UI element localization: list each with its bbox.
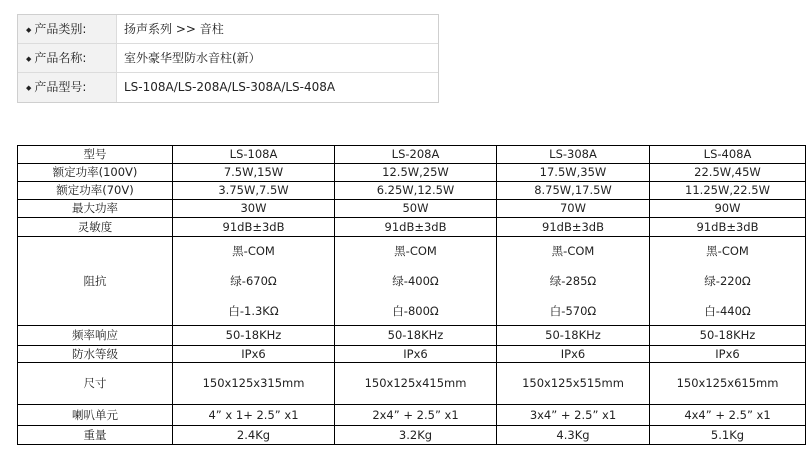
spec-row-size bbox=[18, 363, 806, 405]
bullet-icon: ◆ bbox=[26, 83, 32, 92]
header-model-cell: LS-208A bbox=[335, 146, 497, 164]
spec-row-weight bbox=[18, 426, 806, 445]
value-cell: 2x4” + 2.5” x1 bbox=[335, 405, 497, 426]
impedance-green: 绿-285Ω bbox=[549, 274, 597, 288]
value-cell: 150x125x415mm bbox=[335, 363, 497, 405]
value-cell: 50-18KHz bbox=[497, 326, 650, 346]
value-cell: IPx6 bbox=[650, 346, 806, 363]
info-row-name bbox=[18, 44, 438, 73]
value-cell: 22.5W,45W bbox=[650, 164, 806, 182]
value-cell: 11.25W,22.5W bbox=[650, 182, 806, 200]
value-cell: 50-18KHz bbox=[335, 326, 497, 346]
product-info-table bbox=[17, 14, 439, 103]
category-value: 扬声系列 >> 音柱 bbox=[124, 22, 224, 36]
impedance-white: 白-1.3KΩ bbox=[228, 304, 279, 318]
value-cell: 50-18KHz bbox=[650, 326, 806, 346]
row-label-cell: 阻抗 bbox=[18, 237, 173, 326]
value-cell: 91dB±3dB bbox=[497, 218, 650, 237]
spec-row-maxpower bbox=[18, 200, 806, 218]
row-label-cell: 防水等级 bbox=[18, 346, 173, 363]
impedance-cell bbox=[497, 237, 650, 326]
info-label-cell bbox=[18, 73, 117, 102]
impedance-black: 黑-COM bbox=[551, 244, 595, 258]
value-cell: IPx6 bbox=[497, 346, 650, 363]
value-cell: 8.75W,17.5W bbox=[497, 182, 650, 200]
impedance-green: 绿-670Ω bbox=[230, 274, 277, 288]
info-row-category bbox=[18, 15, 438, 44]
impedance-white: 白-570Ω bbox=[549, 304, 597, 318]
row-label-cell: 最大功率 bbox=[18, 200, 173, 218]
row-label-cell: 喇叭单元 bbox=[18, 405, 173, 426]
spec-row-power70 bbox=[18, 182, 806, 200]
spec-row-frequency bbox=[18, 326, 806, 346]
header-model-cell: LS-108A bbox=[173, 146, 335, 164]
bullet-icon: ◆ bbox=[26, 54, 32, 63]
value-cell: 3.2Kg bbox=[335, 426, 497, 445]
model-value: LS-108A/LS-208A/LS-308A/LS-408A bbox=[124, 80, 336, 94]
value-cell: 70W bbox=[497, 200, 650, 218]
bullet-icon: ◆ bbox=[26, 25, 32, 34]
spec-row-driver bbox=[18, 405, 806, 426]
value-cell: 91dB±3dB bbox=[650, 218, 806, 237]
info-label-cell bbox=[18, 44, 117, 72]
value-cell: IPx6 bbox=[335, 346, 497, 363]
value-cell: 2.4Kg bbox=[173, 426, 335, 445]
impedance-green: 绿-220Ω bbox=[704, 274, 751, 288]
value-cell: 30W bbox=[173, 200, 335, 218]
value-cell: 4x4” + 2.5” x1 bbox=[650, 405, 806, 426]
spec-table bbox=[17, 145, 806, 445]
spec-row-impedance bbox=[18, 237, 806, 326]
spec-header-row bbox=[18, 146, 806, 164]
row-label-cell: 频率响应 bbox=[18, 326, 173, 346]
value-cell: 3.75W,7.5W bbox=[173, 182, 335, 200]
value-cell: 5.1Kg bbox=[650, 426, 806, 445]
model-label: 产品型号: bbox=[34, 80, 87, 94]
impedance-black: 黑-COM bbox=[706, 244, 749, 258]
impedance-cell bbox=[650, 237, 806, 326]
impedance-white: 白-800Ω bbox=[392, 304, 439, 318]
value-cell: 17.5W,35W bbox=[497, 164, 650, 182]
value-cell: 6.25W,12.5W bbox=[335, 182, 497, 200]
value-cell: 7.5W,15W bbox=[173, 164, 335, 182]
info-row-model bbox=[18, 73, 438, 102]
impedance-cell bbox=[335, 237, 497, 326]
row-label-cell: 重量 bbox=[18, 426, 173, 445]
value-cell: 4” x 1+ 2.5” x1 bbox=[173, 405, 335, 426]
value-cell: 150x125x315mm bbox=[173, 363, 335, 405]
value-cell: 12.5W,25W bbox=[335, 164, 497, 182]
header-label-cell: 型号 bbox=[18, 146, 173, 164]
value-cell: 50W bbox=[335, 200, 497, 218]
name-label: 产品名称: bbox=[34, 51, 87, 65]
value-cell: 4.3Kg bbox=[497, 426, 650, 445]
spec-row-sensitivity bbox=[18, 218, 806, 237]
value-cell: IPx6 bbox=[173, 346, 335, 363]
impedance-black: 黑-COM bbox=[232, 244, 275, 258]
spec-row-power100 bbox=[18, 164, 806, 182]
value-cell: 150x125x515mm bbox=[497, 363, 650, 405]
impedance-green: 绿-400Ω bbox=[392, 274, 439, 288]
impedance-black: 黑-COM bbox=[394, 244, 437, 258]
row-label-cell: 灵敏度 bbox=[18, 218, 173, 237]
value-cell: 150x125x615mm bbox=[650, 363, 806, 405]
header-model-cell: LS-408A bbox=[650, 146, 806, 164]
row-label-cell: 额定功率(100V) bbox=[18, 164, 173, 182]
value-cell: 91dB±3dB bbox=[173, 218, 335, 237]
header-model-cell: LS-308A bbox=[497, 146, 650, 164]
value-cell: 3x4” + 2.5” x1 bbox=[497, 405, 650, 426]
row-label-cell: 额定功率(70V) bbox=[18, 182, 173, 200]
name-value: 室外豪华型防水音柱(新） bbox=[124, 51, 261, 65]
spec-row-waterproof bbox=[18, 346, 806, 363]
impedance-cell bbox=[173, 237, 335, 326]
impedance-white: 白-440Ω bbox=[704, 304, 751, 318]
category-label: 产品类别: bbox=[34, 22, 87, 36]
value-cell: 50-18KHz bbox=[173, 326, 335, 346]
info-label-cell bbox=[18, 15, 117, 43]
value-cell: 90W bbox=[650, 200, 806, 218]
value-cell: 91dB±3dB bbox=[335, 218, 497, 237]
row-label-cell: 尺寸 bbox=[18, 363, 173, 405]
